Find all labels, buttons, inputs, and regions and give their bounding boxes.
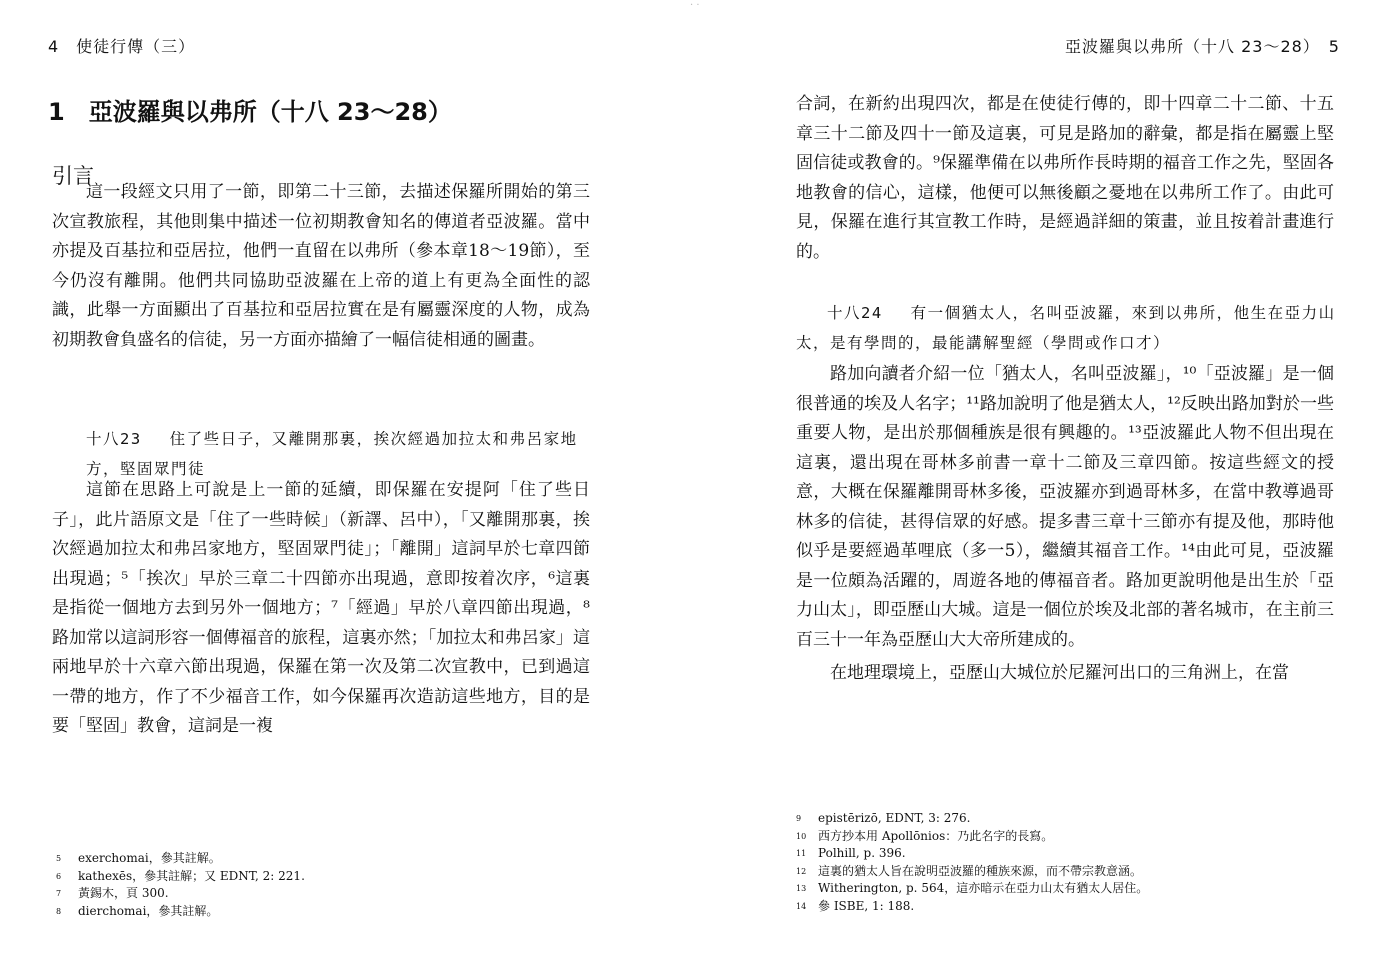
- verse-block-23: [86, 424, 592, 484]
- footnotes-left: [56, 850, 616, 920]
- running-head-left: 4 使徒行傳（三）: [48, 37, 196, 56]
- verse-text: 有一個猶太人，名叫亞波羅，來到以弗所，他生在亞力山太，是有學問的，最能講解聖經（學問或作口才）: [796, 304, 1336, 352]
- footnote: $^8$ dierchomai，參其註解。: [56, 903, 219, 918]
- intro-paragraph: 這一段經文只用了一節，即第二十三節，去描述保羅所開始的第三次宣教旅程，其他則集中描述一位初期教會知名的傳道者亞波羅。當中亦提及百基拉和亞居拉，他們一直留在以弗所（參本章18～19節），至今仍沒有離開。他們共同協助亞波羅在上帝的道上有更為全面性的認識，此舉一方面顯出了百基拉和亞居拉實在是有屬靈深度的人物，成為初期教會負盛名的信徒，另一方面亦描繪了一幅信徒相通的圖畫。: [52, 182, 590, 350]
- footnote: $^{13}$ Witherington, p. 564，這亦暗示在亞力山太有猶太人居住。: [796, 881, 1149, 895]
- footnote: $^7$ 黃錫木，頁 300.: [56, 886, 169, 900]
- right-page: [700, 0, 1400, 969]
- commentary-paragraph-2: 在地理環境上，亞歷山大城位於尼羅河出口的三角洲上，在當: [830, 663, 1289, 683]
- verse-reference: 十八23: [86, 430, 142, 448]
- footnote: $^{14}$ 參 ISBE, 1: 188.: [796, 898, 915, 913]
- section-title: 引言: [52, 164, 94, 188]
- footnote: $^{11}$ Polhill, p. 396.: [796, 846, 906, 860]
- footnotes-right: [796, 810, 1356, 915]
- gutter-scan-mark: · ·: [690, 0, 700, 11]
- footnote: $^9$ epistērizō, EDNT, 3: 276.: [796, 811, 971, 825]
- running-head-right: 亞波羅與以弗所（十八 23～28） 5: [1065, 37, 1340, 56]
- commentary-block: [52, 476, 590, 742]
- footnote: $^{12}$ 這裏的猶太人旨在說明亞波羅的種族來源，而不帶宗教意涵。: [796, 863, 1143, 878]
- commentary-paragraph: 這節在思路上可說是上一節的延續，即保羅在安提阿「住了些日子」，此片語原文是「住了一些時候」（新譯、呂中），「又離開那裏，挨次經過加拉太和弗呂家地方，堅固眾門徒」；「離開」這詞早於七章四節出現過；⁵「挨次」早於三章二十四節亦出現過，意即按着次序，⁶這裏是指從一個地方去到另外一個地方；⁷「經過」早於八章四節出現過，⁸路加常以這詞形容一個傳福音的旅程，這裏亦然；「加拉太和弗呂家」這兩地早於十六章六節出現過，保羅在第一次及第二次宣教中，已到過這一帶的地方，作了不少福音工作，如今保羅再次造訪這些地方，目的是要「堅固」教會，這詞是一複: [52, 480, 590, 736]
- verse-text: 住了些日子，又離開那裏，挨次經過加拉太和弗呂家地方，堅固眾門徒: [86, 430, 578, 478]
- footnote: $^6$ kathexēs，參其註解；又 EDNT, 2: 221.: [56, 868, 305, 883]
- commentary-paragraph-1: 路加向讀者介紹一位「猶太人，名叫亞波羅」，¹⁰「亞波羅」是一個很普通的埃及人名字；¹¹路加說明了他是猶太人，¹²反映出路加對於一些重要人物，是出於那個種族是很有興趣的。¹³亞波羅此人物不但出現在這裏，還出現在哥林多前書一章十二節及三章四節。按這些經文的授意，大概在保羅離開哥林多後，亞波羅亦到過哥林多，在當中教導過哥林多的信徒，甚得信眾的好感。提多書三章十三節亦有提及他，那時他似乎是要經過革哩底（多一5），繼續其福音工作。¹⁴由此可見，亞波羅是一位頗為活躍的，周遊各地的傳福音者。路加更說明他是出生於「亞力山太」，即亞歷山大城。這是一個位於埃及北部的著名城市，在主前三百三十一年為亞歷山大大帝所建成的。: [796, 364, 1334, 650]
- verse-block-24: [796, 298, 1336, 358]
- footnote: $^{10}$ 西方抄本用 Apollōnios：乃此名字的長寫。: [796, 828, 1054, 843]
- continuation-paragraph: 合詞，在新約出現四次，都是在使徒行傳的，即十四章二十二節、十五章三十二節及四十一節及這裏，可見是路加的辭彙，都是指在屬靈上堅固信徒或教會的。⁹保羅準備在以弗所作長時期的福音工作之先，堅固各地教會的信心，這樣，他便可以無後顧之憂地在以弗所工作了。由此可見，保羅在進行其宣教工作時，是經過詳細的策畫，並且按着計畫進行的。: [796, 94, 1334, 262]
- intro-block: [52, 178, 590, 355]
- continuation-block: [796, 90, 1334, 267]
- commentary-block-right: [796, 360, 1334, 689]
- footnote: $^5$ exerchomai，參其註解。: [56, 851, 221, 865]
- verse-reference: 十八24: [827, 304, 883, 322]
- chapter-title: 1 亞波羅與以弗所（十八 23～28）: [48, 98, 452, 126]
